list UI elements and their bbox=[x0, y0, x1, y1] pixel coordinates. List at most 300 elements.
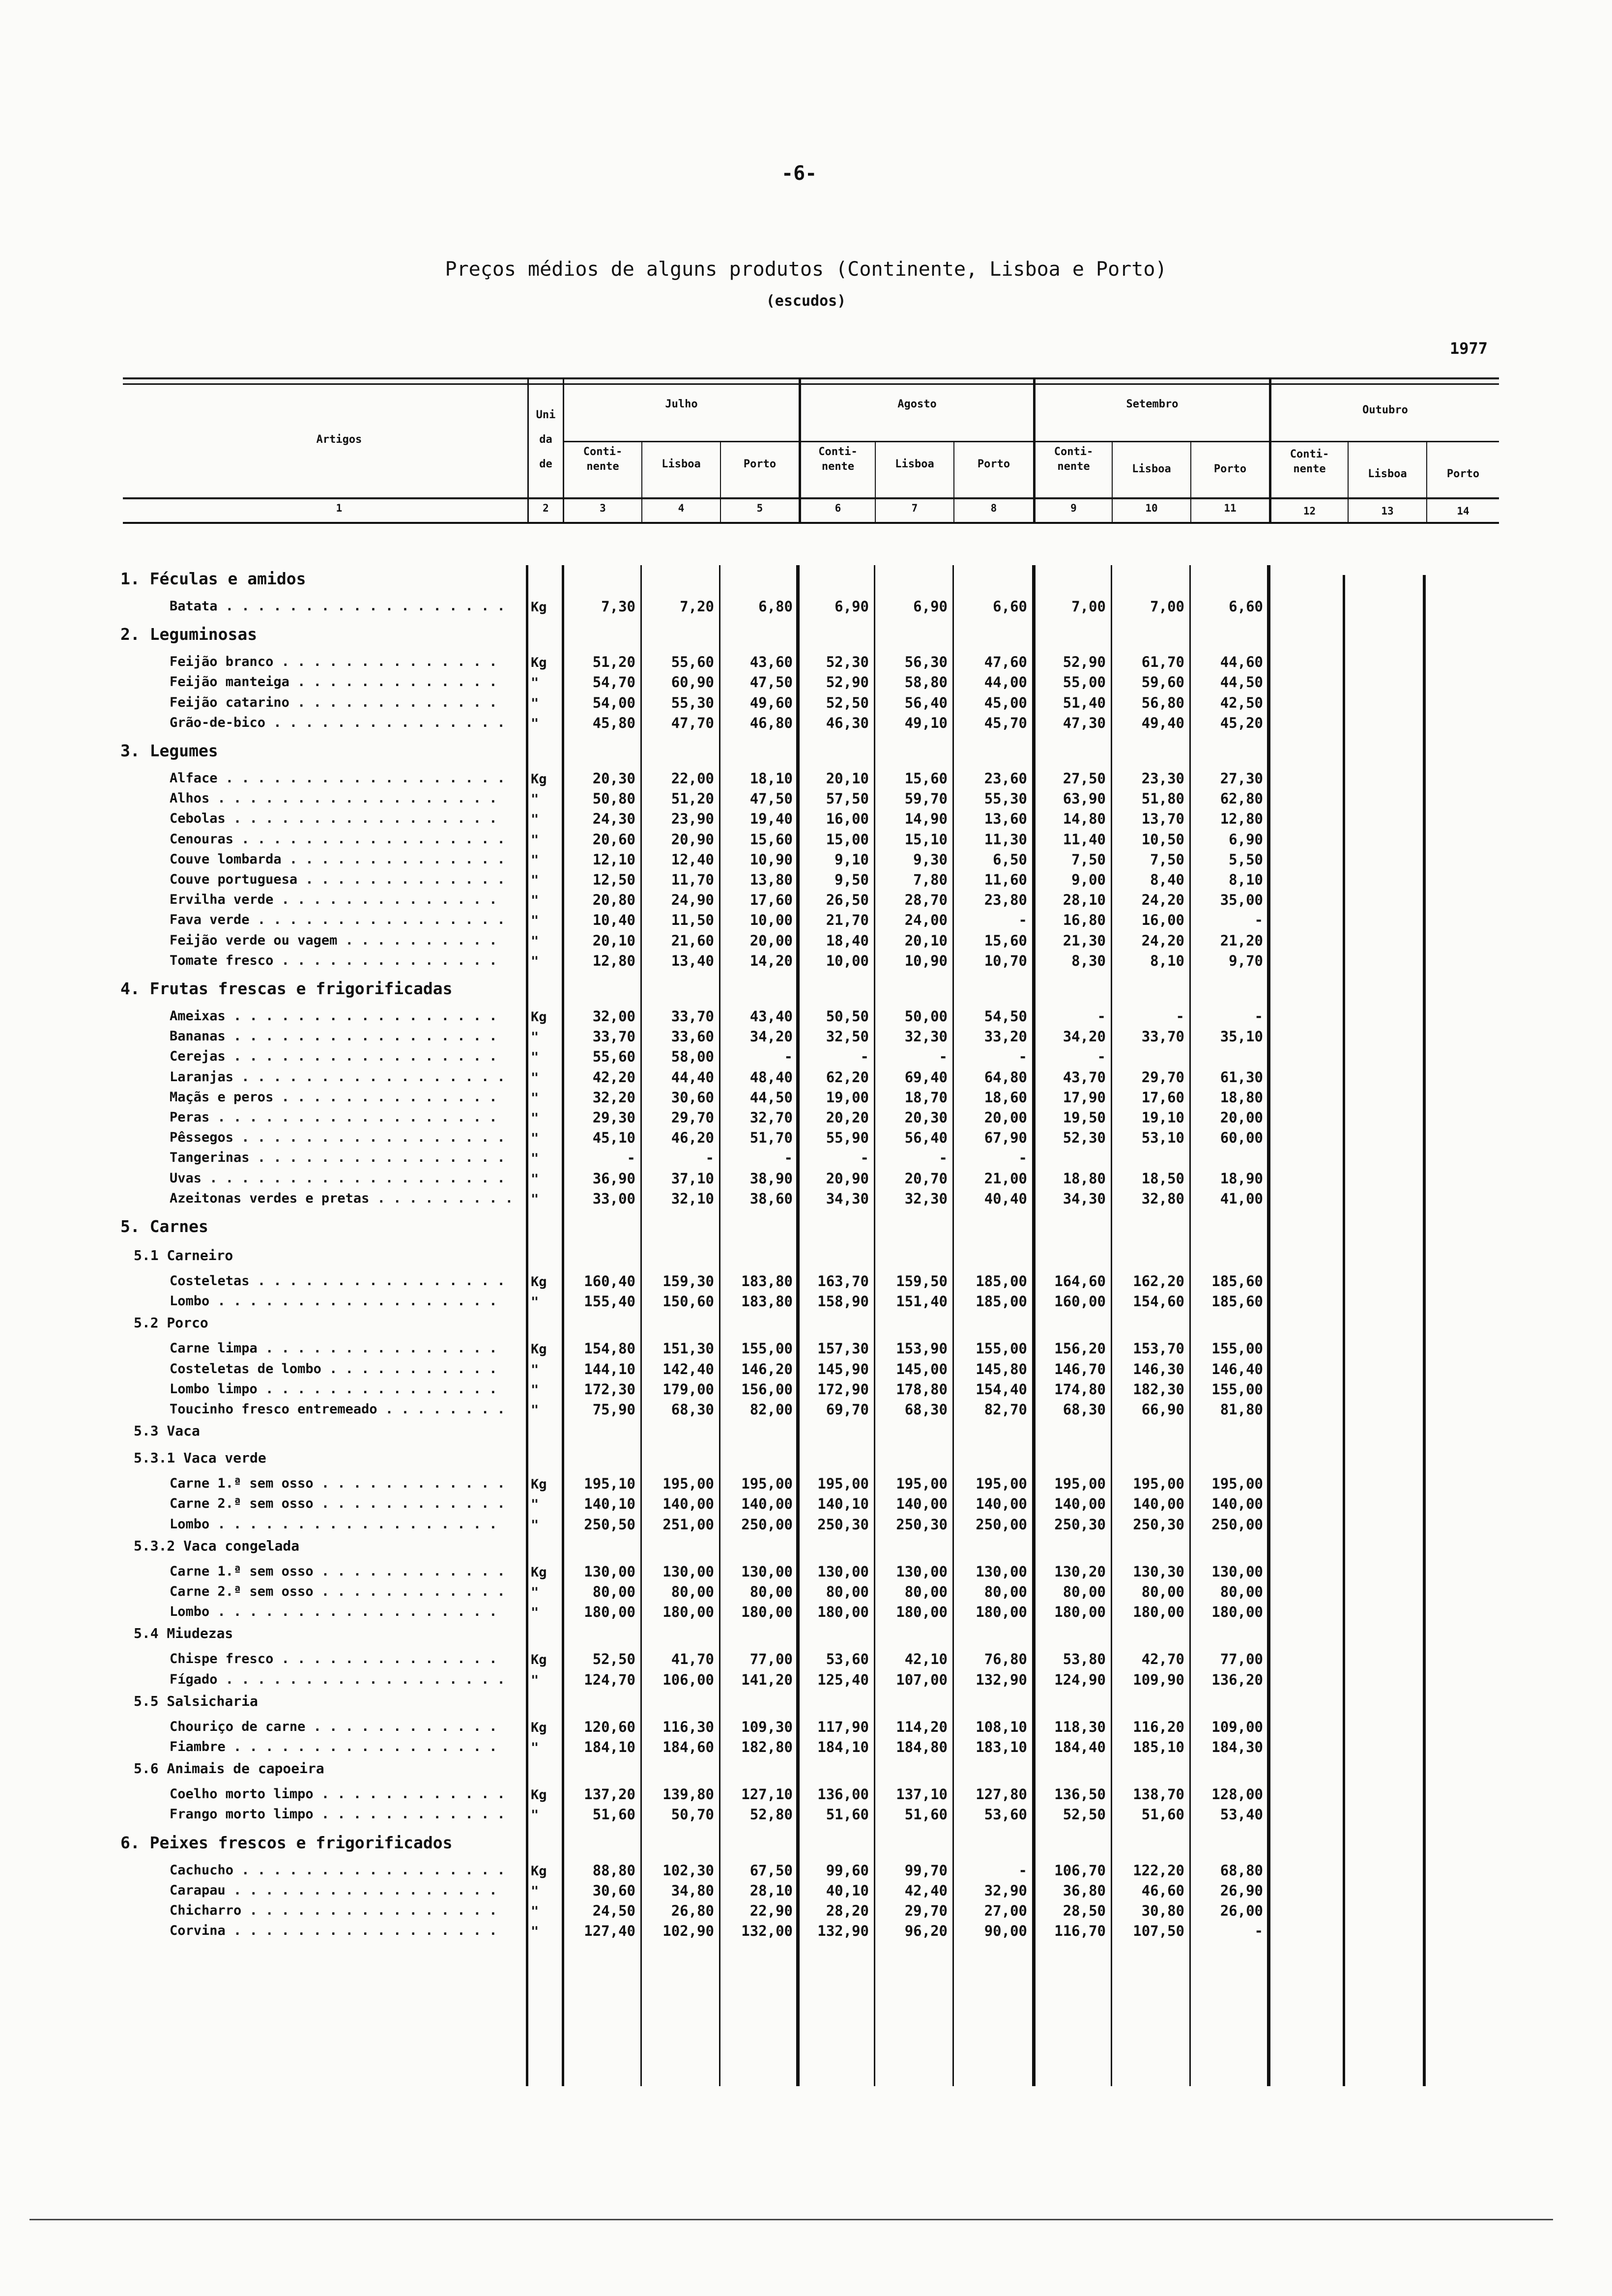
price-cell: 180,00 bbox=[976, 1604, 1027, 1621]
price-cell: 108,10 bbox=[976, 1718, 1027, 1735]
item-name: Fígado . . . . . . . . . . . . . . . . . . bbox=[170, 1671, 505, 1687]
price-cell: 44,50 bbox=[749, 1089, 793, 1106]
item-name: Batata . . . . . . . . . . . . . . . . . . bbox=[170, 599, 505, 614]
price-cell: 24,00 bbox=[904, 912, 948, 929]
header-unit-1: Uni bbox=[536, 409, 556, 421]
price-cell: 15,60 bbox=[749, 831, 793, 848]
dot-leader: . . . . . . . . . . . . . bbox=[289, 674, 497, 690]
price-cell: 137,20 bbox=[584, 1786, 635, 1803]
price-cell: 7,00 bbox=[1150, 598, 1184, 615]
price-cell: 64,80 bbox=[984, 1068, 1027, 1086]
price-cell: 155,00 bbox=[1211, 1340, 1263, 1357]
header-month-outubro: Outubro bbox=[1362, 404, 1408, 416]
price-cell: 7,20 bbox=[680, 598, 714, 615]
price-cell: 184,40 bbox=[1054, 1739, 1106, 1755]
price-cell: 61,70 bbox=[1141, 654, 1184, 671]
unit-cell: " bbox=[531, 1904, 539, 1919]
price-cell: 34,30 bbox=[1063, 1190, 1106, 1207]
dot-leader: . . . . . . . . . . . . . . . . . bbox=[225, 1049, 497, 1064]
price-cell: 184,30 bbox=[1211, 1739, 1263, 1755]
price-cell: 128,00 bbox=[1211, 1786, 1263, 1803]
price-cell: 154,80 bbox=[584, 1340, 635, 1357]
unit-cell: " bbox=[531, 1672, 539, 1688]
price-cell: 5,50 bbox=[1229, 851, 1263, 868]
price-cell: 51,60 bbox=[826, 1806, 869, 1823]
price-cell: 132,90 bbox=[817, 1923, 869, 1940]
unit-cell: " bbox=[531, 1070, 539, 1086]
price-cell: 69,70 bbox=[826, 1401, 869, 1418]
unit-cell: " bbox=[531, 1605, 539, 1621]
col-number: 2 bbox=[543, 502, 549, 514]
price-cell: 42,10 bbox=[904, 1651, 948, 1668]
header-colnum-top-rule bbox=[123, 497, 1499, 499]
dot-leader: . . . . . . . . . . . . . . bbox=[273, 1089, 497, 1105]
price-cell: 57,50 bbox=[826, 790, 869, 807]
dot-leader: . . . . . . . . . . . . . . . . . bbox=[225, 1923, 497, 1939]
price-cell: 52,90 bbox=[1063, 654, 1106, 671]
header-continente-2: nente bbox=[586, 460, 619, 473]
unit-cell: Kg bbox=[531, 1652, 547, 1668]
item-name: Carne 2.ª sem osso . . . . . . . . . . . . bbox=[170, 1584, 505, 1599]
price-cell: 8,30 bbox=[1071, 952, 1106, 969]
price-cell: 250,30 bbox=[817, 1516, 869, 1533]
price-cell: 60,00 bbox=[1220, 1129, 1263, 1147]
section-heading: 6. Peixes frescos e frigorificados bbox=[120, 1833, 453, 1852]
item-name: Chouriço de carne . . . . . . . . . . . . bbox=[170, 1719, 497, 1734]
col-number: 6 bbox=[835, 502, 841, 514]
header-lisboa: Lisboa bbox=[895, 458, 934, 470]
price-cell: 180,00 bbox=[1133, 1604, 1184, 1621]
price-cell: 250,00 bbox=[741, 1516, 793, 1533]
price-cell: 250,00 bbox=[1211, 1516, 1263, 1533]
dot-leader: . . . . . . . . . . . . . . bbox=[281, 851, 505, 867]
price-cell: 50,00 bbox=[904, 1008, 948, 1025]
price-cell: 163,70 bbox=[817, 1273, 869, 1290]
header-continente-2: nente bbox=[1057, 460, 1090, 473]
price-cell: 183,80 bbox=[741, 1293, 793, 1310]
price-cell: 80,00 bbox=[1141, 1583, 1184, 1600]
price-cell: 45,80 bbox=[592, 714, 635, 731]
item-name: Couve portuguesa . . . . . . . . . . . . . bbox=[170, 872, 505, 887]
price-cell: 47,70 bbox=[671, 714, 714, 731]
price-cell: 106,70 bbox=[1054, 1862, 1106, 1879]
price-cell: 13,80 bbox=[749, 871, 793, 888]
col-number: 10 bbox=[1145, 502, 1158, 514]
price-cell: 37,10 bbox=[671, 1170, 714, 1187]
price-cell: 9,10 bbox=[835, 851, 869, 868]
dot-leader: . . . . . . . . . . . . bbox=[313, 1584, 505, 1599]
price-cell: 195,00 bbox=[1054, 1475, 1106, 1492]
unit-cell: " bbox=[531, 1497, 539, 1513]
price-cell: 49,60 bbox=[749, 694, 793, 711]
dot-leader: . . . . . . . . . . . . . . . . . bbox=[225, 811, 497, 827]
dot-leader: . . . . . . . . . . . . . . . . bbox=[249, 1150, 505, 1166]
dot-leader: . . . . . . . . . . . . . . . bbox=[257, 1381, 497, 1397]
document-subtitle: (escudos) bbox=[766, 292, 846, 310]
price-cell: 32,80 bbox=[1141, 1190, 1184, 1207]
price-cell: 46,80 bbox=[749, 714, 793, 731]
price-cell: 43,40 bbox=[749, 1008, 793, 1025]
header-lisboa: Lisboa bbox=[1132, 463, 1171, 475]
price-cell: 106,00 bbox=[662, 1671, 714, 1688]
header-month-julho: Julho bbox=[665, 398, 698, 410]
price-cell: 18,10 bbox=[749, 770, 793, 787]
price-cell: 146,30 bbox=[1133, 1360, 1184, 1378]
price-cell: 250,30 bbox=[1133, 1516, 1184, 1533]
item-name: Maçãs e peros . . . . . . . . . . . . . . bbox=[170, 1089, 497, 1105]
price-cell: 155,00 bbox=[741, 1340, 793, 1357]
price-cell: 46,20 bbox=[671, 1129, 714, 1147]
page-number: -6- bbox=[781, 162, 817, 185]
price-cell: 23,80 bbox=[984, 891, 1027, 909]
price-cell: 44,60 bbox=[1220, 654, 1263, 671]
header-unit-2: da bbox=[539, 433, 552, 446]
price-cell: 138,70 bbox=[1133, 1786, 1184, 1803]
price-cell: 49,10 bbox=[904, 714, 948, 731]
price-cell: 32,70 bbox=[749, 1109, 793, 1126]
price-cell: 44,00 bbox=[984, 674, 1027, 691]
item-name: Pêssegos . . . . . . . . . . . . . . . . . bbox=[170, 1130, 505, 1146]
price-cell: 20,30 bbox=[904, 1109, 948, 1126]
price-cell: 36,80 bbox=[1063, 1882, 1106, 1899]
price-cell: 195,00 bbox=[662, 1475, 714, 1492]
price-cell: 51,70 bbox=[749, 1129, 793, 1147]
price-cell: 10,00 bbox=[749, 912, 793, 929]
dot-leader: . . . . . . . . . . . . . . bbox=[273, 654, 497, 670]
unit-cell: Kg bbox=[531, 1564, 547, 1580]
unit-cell: " bbox=[531, 1585, 539, 1600]
price-cell: 21,20 bbox=[1220, 932, 1263, 949]
item-name: Corvina . . . . . . . . . . . . . . . . . bbox=[170, 1923, 497, 1939]
header-continente bbox=[1036, 445, 1112, 474]
item-name: Ameixas . . . . . . . . . . . . . . . . . bbox=[170, 1008, 497, 1024]
price-cell: 178,80 bbox=[896, 1380, 948, 1398]
dot-leader: . . . . . . . . . . . . . . . . . bbox=[233, 1069, 505, 1085]
price-cell: 185,60 bbox=[1211, 1293, 1263, 1310]
price-cell: 136,00 bbox=[817, 1786, 869, 1803]
price-cell: 52,90 bbox=[826, 674, 869, 691]
price-cell: 44,40 bbox=[671, 1068, 714, 1086]
price-cell: 174,80 bbox=[1054, 1380, 1106, 1398]
price-cell: 145,80 bbox=[976, 1360, 1027, 1378]
price-cell: - bbox=[1018, 1149, 1027, 1167]
price-cell: 68,30 bbox=[1063, 1401, 1106, 1418]
price-cell: 28,10 bbox=[1063, 891, 1106, 909]
price-cell: 130,20 bbox=[1054, 1563, 1106, 1580]
price-cell: 18,60 bbox=[984, 1089, 1027, 1106]
price-cell: 46,30 bbox=[826, 714, 869, 731]
item-name: Lombo . . . . . . . . . . . . . . . . . . bbox=[170, 1604, 497, 1620]
item-name: Cenouras . . . . . . . . . . . . . . . . . bbox=[170, 831, 505, 847]
price-cell: 136,50 bbox=[1054, 1786, 1106, 1803]
price-cell: 159,30 bbox=[662, 1273, 714, 1290]
price-cell: 9,30 bbox=[913, 851, 948, 868]
unit-cell: " bbox=[531, 1191, 539, 1207]
price-cell: 151,40 bbox=[896, 1293, 948, 1310]
price-cell: 180,00 bbox=[1054, 1604, 1106, 1621]
price-cell: 26,90 bbox=[1220, 1882, 1263, 1899]
price-cell: 28,20 bbox=[826, 1902, 869, 1919]
price-cell: 13,70 bbox=[1141, 810, 1184, 828]
unit-cell: " bbox=[531, 852, 539, 868]
price-cell: 179,00 bbox=[662, 1380, 714, 1398]
dot-leader: . . . . . . . . . . . . . . . . bbox=[241, 1903, 497, 1918]
price-cell: 155,00 bbox=[1211, 1380, 1263, 1398]
price-cell: 17,60 bbox=[1141, 1089, 1184, 1106]
item-name: Peras . . . . . . . . . . . . . . . . . . bbox=[170, 1110, 497, 1125]
unit-cell: " bbox=[531, 953, 539, 969]
dot-leader: . . . . . . . . . . . bbox=[321, 1361, 497, 1377]
price-cell: 47,60 bbox=[984, 654, 1027, 671]
dot-leader: . . . . . . . . . . . . . . . . . bbox=[233, 1130, 505, 1146]
price-cell: 10,40 bbox=[592, 912, 635, 929]
section-heading: 2. Leguminosas bbox=[120, 625, 258, 644]
price-cell: 41,00 bbox=[1220, 1190, 1263, 1207]
price-cell: 33,00 bbox=[592, 1190, 635, 1207]
price-cell: 145,00 bbox=[896, 1360, 948, 1378]
unit-cell: Kg bbox=[531, 1720, 547, 1735]
item-name: Carne 1.ª sem osso . . . . . . . . . . . . bbox=[170, 1563, 505, 1579]
price-cell: 140,00 bbox=[1133, 1495, 1184, 1513]
item-name: Carne 2.ª sem osso . . . . . . . . . . . . bbox=[170, 1496, 505, 1512]
price-cell: 127,40 bbox=[584, 1923, 635, 1940]
price-cell: - bbox=[705, 1149, 714, 1167]
header-month-setembro: Setembro bbox=[1126, 398, 1179, 410]
dot-leader: . . . . . . . . . . . . . . . . . bbox=[225, 1008, 497, 1024]
section-heading: 4. Frutas frescas e frigorificadas bbox=[120, 979, 453, 998]
unit-cell: " bbox=[531, 913, 539, 929]
price-cell: 80,00 bbox=[671, 1583, 714, 1600]
header-continente-1: Conti- bbox=[818, 446, 858, 458]
price-cell: 66,90 bbox=[1141, 1401, 1184, 1418]
col-number: 11 bbox=[1224, 502, 1237, 514]
price-cell: 59,70 bbox=[904, 790, 948, 807]
price-cell: 50,50 bbox=[826, 1008, 869, 1025]
price-cell: 44,50 bbox=[1220, 674, 1263, 691]
unit-cell: " bbox=[531, 1517, 539, 1533]
price-cell: 51,60 bbox=[1141, 1806, 1184, 1823]
body-vline bbox=[526, 565, 528, 2086]
price-cell: 11,60 bbox=[984, 871, 1027, 888]
unit-cell: " bbox=[531, 1403, 539, 1418]
price-cell: 52,50 bbox=[592, 1651, 635, 1668]
col-number: 4 bbox=[678, 502, 685, 514]
price-cell: 53,80 bbox=[1063, 1651, 1106, 1668]
subsection-heading: 5.3 Vaca bbox=[134, 1423, 200, 1439]
header-lisboa: Lisboa bbox=[662, 458, 701, 470]
price-cell: 80,00 bbox=[984, 1583, 1027, 1600]
price-cell: 99,70 bbox=[904, 1862, 948, 1879]
price-cell: 26,80 bbox=[671, 1902, 714, 1919]
dot-leader: . . . . . . . . . . . . bbox=[313, 1476, 505, 1492]
price-cell: 140,00 bbox=[976, 1495, 1027, 1513]
unit-cell: " bbox=[531, 832, 539, 848]
unit-cell: " bbox=[531, 1883, 539, 1899]
price-cell: 10,90 bbox=[904, 952, 948, 969]
price-cell: 29,70 bbox=[1141, 1068, 1184, 1086]
price-cell: 32,50 bbox=[826, 1028, 869, 1045]
price-cell: 51,20 bbox=[671, 790, 714, 807]
price-cell: 56,40 bbox=[904, 1129, 948, 1147]
price-cell: 56,80 bbox=[1141, 694, 1184, 711]
price-cell: - bbox=[939, 1048, 948, 1065]
item-name: Azeitonas verdes e pretas . . . . . . . . . bbox=[170, 1190, 513, 1206]
price-cell: 23,90 bbox=[671, 810, 714, 828]
dot-leader: . . . . . . . . . . . . . . . . . . bbox=[209, 1293, 497, 1309]
price-cell: 140,00 bbox=[741, 1495, 793, 1513]
price-cell: 63,90 bbox=[1063, 790, 1106, 807]
price-cell: 17,60 bbox=[749, 891, 793, 909]
price-cell: 76,80 bbox=[984, 1651, 1027, 1668]
price-cell: 10,70 bbox=[984, 952, 1027, 969]
price-cell: 195,00 bbox=[741, 1475, 793, 1492]
price-cell: 140,10 bbox=[584, 1495, 635, 1513]
price-cell: 53,60 bbox=[826, 1651, 869, 1668]
col-number: 7 bbox=[911, 502, 918, 514]
price-cell: 33,20 bbox=[984, 1028, 1027, 1045]
price-cell: 14,80 bbox=[1063, 810, 1106, 828]
price-cell: 80,00 bbox=[904, 1583, 948, 1600]
dot-leader: . . . . . . . . . . . . . . . bbox=[265, 715, 505, 730]
price-cell: 38,90 bbox=[749, 1170, 793, 1187]
price-cell: 7,50 bbox=[1071, 851, 1106, 868]
item-name: Uvas . . . . . . . . . . . . . . . . . . . bbox=[170, 1170, 505, 1186]
dot-leader: . . . . . . . . . . . . . . . . . . bbox=[209, 1110, 497, 1125]
price-cell: 32,30 bbox=[904, 1190, 948, 1207]
price-cell: 16,80 bbox=[1063, 912, 1106, 929]
price-cell: 11,50 bbox=[671, 912, 714, 929]
price-cell: 52,50 bbox=[826, 694, 869, 711]
price-cell: - bbox=[1176, 1008, 1184, 1025]
price-cell: 46,60 bbox=[1141, 1882, 1184, 1899]
price-cell: 11,30 bbox=[984, 831, 1027, 848]
unit-cell: " bbox=[531, 1924, 539, 1940]
price-cell: 20,90 bbox=[671, 831, 714, 848]
price-cell: 182,30 bbox=[1133, 1380, 1184, 1398]
price-cell: 183,80 bbox=[741, 1273, 793, 1290]
price-cell: 182,80 bbox=[741, 1739, 793, 1755]
price-cell: 60,90 bbox=[671, 674, 714, 691]
price-cell: 10,50 bbox=[1141, 831, 1184, 848]
price-cell: 154,40 bbox=[976, 1380, 1027, 1398]
price-cell: 185,00 bbox=[976, 1273, 1027, 1290]
price-cell: 146,70 bbox=[1054, 1360, 1106, 1378]
price-cell: 184,60 bbox=[662, 1739, 714, 1755]
price-cell: 50,80 bbox=[592, 790, 635, 807]
price-cell: 82,70 bbox=[984, 1401, 1027, 1418]
item-name: Lombo . . . . . . . . . . . . . . . . . . bbox=[170, 1293, 497, 1309]
price-cell: 32,20 bbox=[592, 1089, 635, 1106]
price-cell: 45,00 bbox=[984, 694, 1027, 711]
price-cell: 12,80 bbox=[1220, 810, 1263, 828]
item-name: Cerejas . . . . . . . . . . . . . . . . . bbox=[170, 1049, 497, 1064]
item-name: Lombo limpo . . . . . . . . . . . . . . . bbox=[170, 1381, 497, 1397]
price-cell: 18,90 bbox=[1220, 1170, 1263, 1187]
dot-leader: . . . . . . . . . . . . bbox=[313, 1807, 505, 1822]
price-cell: 12,50 bbox=[592, 871, 635, 888]
price-cell: 29,70 bbox=[904, 1902, 948, 1919]
subsection-heading: 5.3.1 Vaca verde bbox=[134, 1450, 266, 1466]
header-porto: Porto bbox=[1213, 463, 1247, 475]
price-cell: 15,00 bbox=[826, 831, 869, 848]
price-cell: 153,70 bbox=[1133, 1340, 1184, 1357]
unit-cell: " bbox=[531, 812, 539, 828]
price-cell: 62,20 bbox=[826, 1068, 869, 1086]
unit-cell: " bbox=[531, 1111, 539, 1126]
dot-leader: . . . . . . . . bbox=[377, 1402, 505, 1417]
price-cell: 130,00 bbox=[741, 1563, 793, 1580]
price-cell: 146,20 bbox=[741, 1360, 793, 1378]
dot-leader: . . . . . . . . . . . . . . . . . . bbox=[209, 1604, 497, 1620]
unit-cell: " bbox=[531, 1131, 539, 1147]
unit-cell: Kg bbox=[531, 1274, 547, 1290]
price-cell: 32,00 bbox=[592, 1008, 635, 1025]
price-cell: 114,20 bbox=[896, 1718, 948, 1735]
col-number: 3 bbox=[600, 502, 606, 514]
price-cell: 21,60 bbox=[671, 932, 714, 949]
price-cell: 13,60 bbox=[984, 810, 1027, 828]
price-cell: 150,60 bbox=[662, 1293, 714, 1310]
price-cell: 18,80 bbox=[1063, 1170, 1106, 1187]
price-cell: 55,60 bbox=[592, 1048, 635, 1065]
price-cell: 68,30 bbox=[671, 1401, 714, 1418]
price-cell: 116,70 bbox=[1054, 1923, 1106, 1940]
price-cell: 34,80 bbox=[671, 1882, 714, 1899]
price-cell: 75,90 bbox=[592, 1401, 635, 1418]
price-cell: 9,70 bbox=[1229, 952, 1263, 969]
price-cell: 107,00 bbox=[896, 1671, 948, 1688]
bottom-rule bbox=[29, 2219, 1553, 2220]
price-cell: 17,90 bbox=[1063, 1089, 1106, 1106]
col-number: 12 bbox=[1303, 505, 1316, 517]
price-cell: 6,90 bbox=[835, 598, 869, 615]
price-cell: 51,20 bbox=[592, 654, 635, 671]
unit-cell: " bbox=[531, 1362, 539, 1378]
item-name: Bananas . . . . . . . . . . . . . . . . . bbox=[170, 1029, 497, 1044]
price-cell: 151,30 bbox=[662, 1340, 714, 1357]
price-cell: 183,10 bbox=[976, 1739, 1027, 1755]
price-cell: 7,30 bbox=[601, 598, 635, 615]
unit-cell: Kg bbox=[531, 1342, 547, 1357]
price-cell: 251,00 bbox=[662, 1516, 714, 1533]
header-continente bbox=[801, 445, 875, 474]
dot-leader: . . . . . . . . . . . . . . . . . bbox=[233, 831, 505, 847]
price-cell: 6,50 bbox=[993, 851, 1027, 868]
price-cell: - bbox=[1097, 1008, 1106, 1025]
item-name: Cachucho . . . . . . . . . . . . . . . . . bbox=[170, 1862, 505, 1878]
price-cell: 30,60 bbox=[671, 1089, 714, 1106]
header-month-agosto: Agosto bbox=[897, 398, 937, 410]
price-cell: 42,20 bbox=[592, 1068, 635, 1086]
price-cell: 141,20 bbox=[741, 1671, 793, 1688]
dot-leader: . . . . . . . . . . . . . . . . . . bbox=[217, 1671, 505, 1687]
item-name: Lombo . . . . . . . . . . . . . . . . . . bbox=[170, 1516, 497, 1532]
price-cell: 55,90 bbox=[826, 1129, 869, 1147]
item-name: Feijão manteiga . . . . . . . . . . . . . bbox=[170, 674, 497, 690]
price-cell: 67,50 bbox=[749, 1862, 793, 1879]
price-cell: 140,00 bbox=[1054, 1495, 1106, 1513]
price-cell: 58,80 bbox=[904, 674, 948, 691]
price-cell: 62,80 bbox=[1220, 790, 1263, 807]
item-name: Laranjas . . . . . . . . . . . . . . . . . bbox=[170, 1069, 505, 1085]
price-cell: 15,60 bbox=[904, 770, 948, 787]
item-name: Costeletas . . . . . . . . . . . . . . . . bbox=[170, 1273, 505, 1289]
header-continente bbox=[1271, 447, 1348, 477]
dot-leader: . . . . . . . . . . . . . . bbox=[273, 892, 497, 908]
price-cell: 117,90 bbox=[817, 1718, 869, 1735]
price-cell: 99,60 bbox=[826, 1862, 869, 1879]
price-cell: 12,10 bbox=[592, 851, 635, 868]
